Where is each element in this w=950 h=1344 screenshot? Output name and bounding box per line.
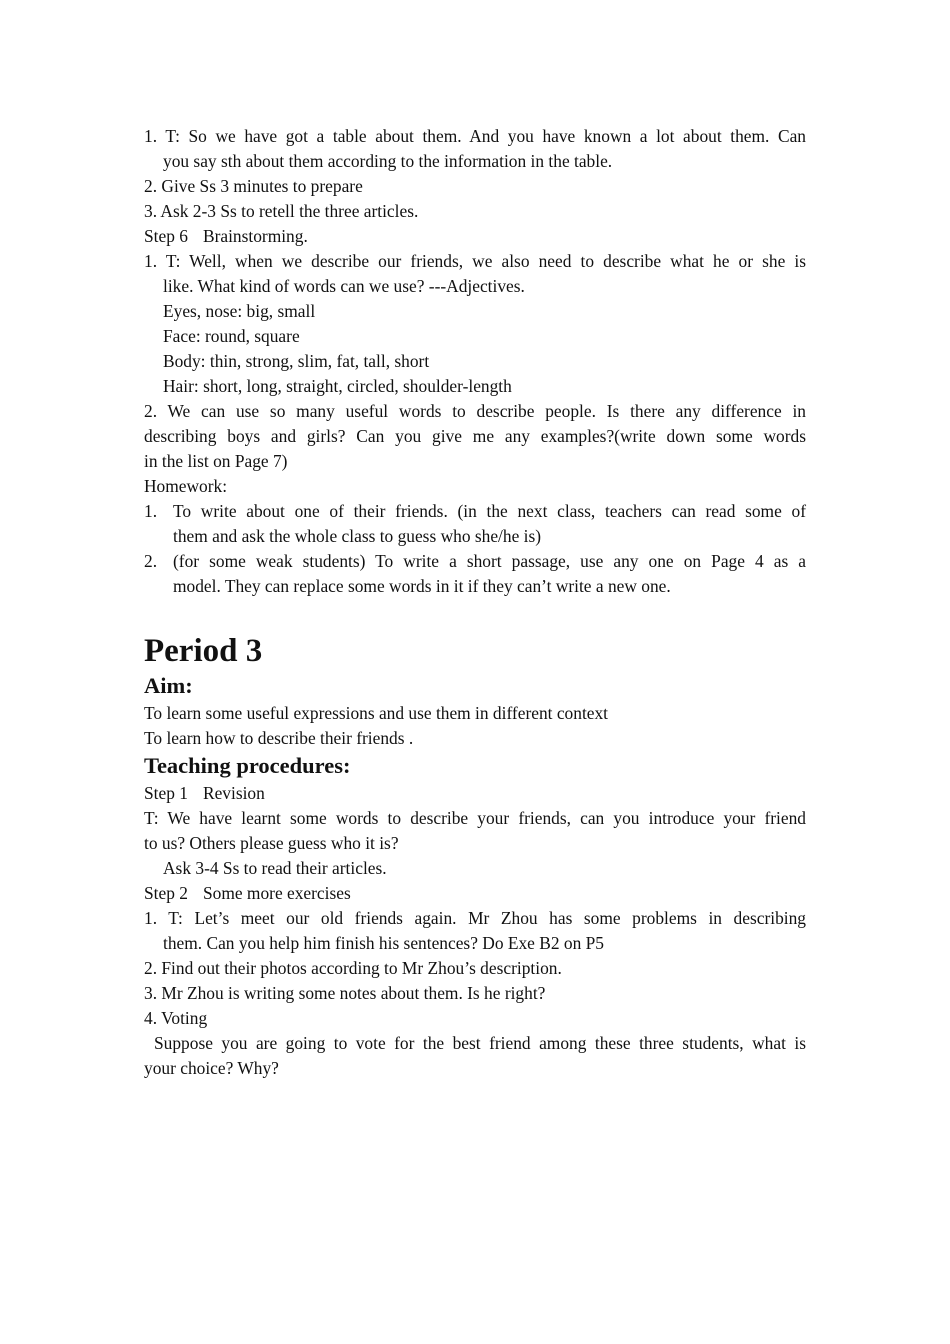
step-6-label: Step 6: [144, 226, 188, 246]
step-6-heading: [144, 224, 806, 249]
exercise-item-2: 2. Find out their photos according to Mr Zhou’s description.: [144, 958, 562, 978]
step-2-heading: [144, 881, 806, 906]
period-title: Period 3: [144, 633, 263, 669]
brainstorm-item-2-line-2: describing boys and girls? Can you give me any examples?(write down some words: [144, 426, 806, 446]
brainstorm-item-1-line-1: 1. T: Well, when we describe our friends, we also need to describe what he or she is: [144, 251, 806, 271]
step-1-heading: [144, 781, 806, 806]
retell-item-1-line-2: you say sth about them according to the information in the table.: [163, 151, 613, 171]
adjectives-body: Body: thin, strong, slim, fat, tall, short: [163, 351, 430, 371]
retell-item-1-line-1: 1. T: So we have got a table about them. And you have known a lot about them. Can: [144, 126, 806, 146]
aim-heading: Aim:: [144, 673, 193, 698]
brainstorm-item-2-line-3: in the list on Page 7): [144, 451, 288, 471]
exercise-item-1-line-2: them. Can you help him finish his sentences? Do Exe B2 on P5: [163, 933, 604, 953]
exercise-item-3: 3. Mr Zhou is writing some notes about them. Is he right?: [144, 983, 546, 1003]
homework-item-2: [144, 549, 806, 599]
adjectives-hair: Hair: short, long, straight, circled, shoulder-length: [163, 376, 512, 396]
step-1-title: Revision: [202, 783, 265, 803]
homework-item-1-number: 1.: [144, 501, 158, 521]
retell-item-2: 2. Give Ss 3 minutes to prepare: [144, 176, 363, 196]
homework-item-2-line-1: (for some weak students) To write a short passage, use any one on Page 4 as a: [173, 551, 806, 571]
voting-line-1: Suppose you are going to vote for the best friend among these three students, what is: [154, 1033, 806, 1053]
homework-item-1-line-2: them and ask the whole class to guess who she/he is): [173, 526, 542, 546]
retell-item-3: 3. Ask 2-3 Ss to retell the three articles.: [144, 201, 419, 221]
step-1-label: Step 1: [144, 783, 188, 803]
brainstorm-item-1-line-2: like. What kind of words can we use? ---Adjectives.: [163, 276, 525, 296]
adjectives-eyes: Eyes, nose: big, small: [163, 301, 316, 321]
revision-ask: Ask 3-4 Ss to read their articles.: [163, 858, 387, 878]
homework-item-1: [144, 499, 806, 549]
document-page: [144, 124, 806, 1081]
aim-line-1: To learn some useful expressions and use them in different context: [144, 703, 609, 723]
homework-label: Homework:: [144, 476, 228, 496]
step-2-label: Step 2: [144, 883, 188, 903]
voting-line-2: your choice? Why?: [144, 1058, 279, 1078]
step-6-title: Brainstorming.: [202, 226, 308, 246]
homework-item-2-number: 2.: [144, 551, 158, 571]
revision-line-1: T: We have learnt some words to describe your friends, can you introduce your friend: [144, 808, 806, 828]
teaching-procedures-heading: Teaching procedures:: [144, 753, 351, 778]
homework-item-2-line-2: model. They can replace some words in it if they can’t write a new one.: [173, 576, 671, 596]
step-2-title: Some more exercises: [202, 883, 351, 903]
aim-line-2: To learn how to describe their friends .: [144, 728, 414, 748]
revision-line-2: to us? Others please guess who it is?: [144, 833, 399, 853]
exercise-item-4: 4. Voting: [144, 1008, 208, 1028]
exercise-item-1-line-1: 1. T: Let’s meet our old friends again. Mr Zhou has some problems in describing: [144, 908, 806, 928]
adjectives-face: Face: round, square: [163, 326, 300, 346]
brainstorm-item-2-line-1: 2. We can use so many useful words to describe people. Is there any difference in: [144, 401, 806, 421]
homework-item-1-line-1: To write about one of their friends. (in the next class, teachers can read some of: [173, 501, 806, 521]
